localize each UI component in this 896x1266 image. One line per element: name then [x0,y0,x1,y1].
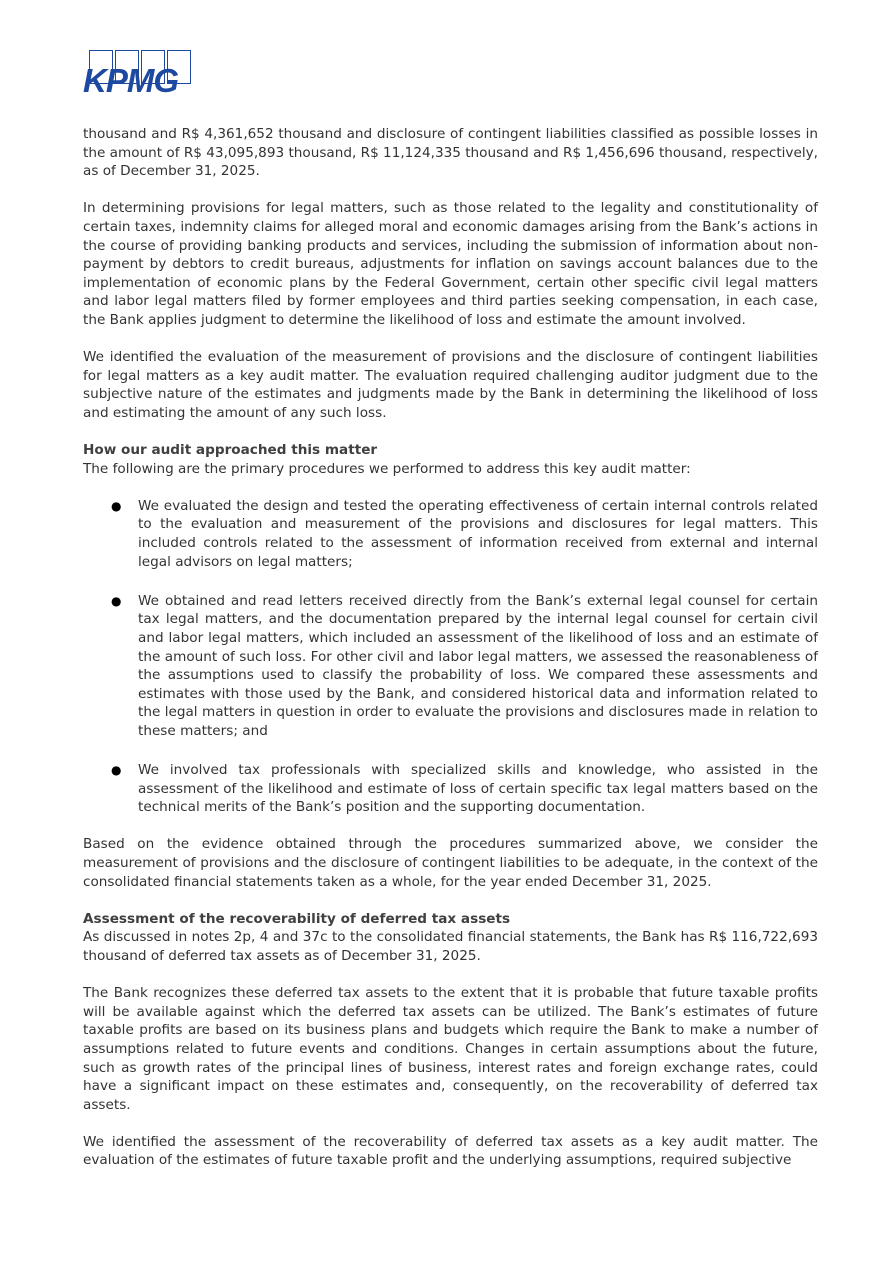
heading-deferred-tax: Assessment of the recoverability of deferred tax assets [83,910,511,927]
procedures-intro: The following are the primary procedures we performed to address this key audit matter: [83,460,691,477]
procedure-text: We evaluated the design and tested the operating effectiveness of certain internal controls related to the evaluation and measurement of the provisions and disclosures for legal matters. This included controls related to the assessment of information received from external and internal legal advisors on legal matters; [138,497,818,570]
logo-wordmark: KPMG [83,62,178,99]
list-item [83,592,818,741]
kpmg-logo [83,50,201,98]
list-item [83,497,818,571]
procedures-list [83,497,818,817]
procedure-text: We obtained and read letters received directly from the Bank’s external legal counsel for certain tax legal matters, and the documentation prepared by the internal legal counsel for certain civil and labor legal matters, which included an assessment of the likelihood of loss and an estimate of the amount of such loss. For other civil and labor legal matters, we assessed the reasonableness of the assumptions used to classify the probability of loss. We compared these assessments and estimates with those used by the Bank, and considered historical data and information related to the legal matters in question in order to evaluate the provisions and disclosures made in relation to these matters; and [138,592,818,739]
paragraph-key-audit-matter: We identified the evaluation of the measurement of provisions and the disclosure of contingent liabilities for legal matters as a key audit matter. The evaluation required challenging auditor judgment due to the subjective nature of the estimates and judgments made by the Bank in determining the likelihood of loss and estimating the amount of any such loss. [83,349,818,421]
paragraph-contingent-amounts: thousand and R$ 4,361,652 thousand and disclosure of contingent liabilities classified as possible losses in the amount of R$ 43,095,893 thousand, R$ 11,124,335 thousand and R$ 1,456,696 thousand, respectively, as of December 31, 2025. [83,126,818,180]
paragraph-deferred-tax-recognition: The Bank recognizes these deferred tax assets to the extent that it is probable that future taxable profits will be available against which the deferred tax assets can be utilized. The Bank’s estimates of future taxable profits are based on its business plans and budgets which require the Bank to make a number of assumptions related to future events and conditions. Changes in certain assumptions about the future, such as growth rates of the principal lines of business, interest rates and foreign exchange rates, could have a significant impact on these estimates and, consequently, on the recoverability of deferred tax assets. [83,985,818,1113]
paragraph-deferred-tax-amount: As discussed in notes 2p, 4 and 37c to the consolidated financial statements, the Bank has R$ 116,722,693 thousand of deferred tax assets as of December 31, 2025. [83,929,818,964]
paragraph-conclusion: Based on the evidence obtained through the procedures summarized above, we consider the measurement of provisions and the disclosure of contingent liabilities to be adequate, in the context of the consolidated financial statements taken as a whole, for the year ended December 31, 2025. [83,836,818,890]
bullet-icon: ● [111,593,122,608]
bullet-icon: ● [111,763,122,777]
list-item [83,761,818,817]
heading-audit-approach: How our audit approached this matter [83,442,378,459]
procedure-text: We involved tax professionals with specialized skills and knowledge, who assisted in the assessment of the likelihood and estimate of loss of certain specific tax legal matters based on the technical merits of the Bank’s position and the supporting documentation. [138,762,818,816]
paragraph-provisions-judgment: In determining provisions for legal matters, such as those related to the legality and constitutionality of certain taxes, indemnity claims for alleged moral and economic damages arising from the Bank’s actions in the course of providing banking products and services, including the submission of information about non-payment by debtors to credit bureaus, adjustments for inflation on savings account balances due to the implementation of economic plans by the Federal Government, certain other specific civil legal matters and labor legal matters filed by former employees and third parties seeking compensation, in each case, the Bank applies judgment to determine the likelihood of loss and estimate the amount involved. [83,200,818,328]
paragraph-deferred-tax-kam: We identified the assessment of the recoverability of deferred tax assets as a key audit matter. The evaluation of the estimates of future taxable profit and the underlying assumptions, required subjective [83,1133,818,1169]
bullet-icon: ● [111,498,122,513]
document-body [83,125,818,1189]
